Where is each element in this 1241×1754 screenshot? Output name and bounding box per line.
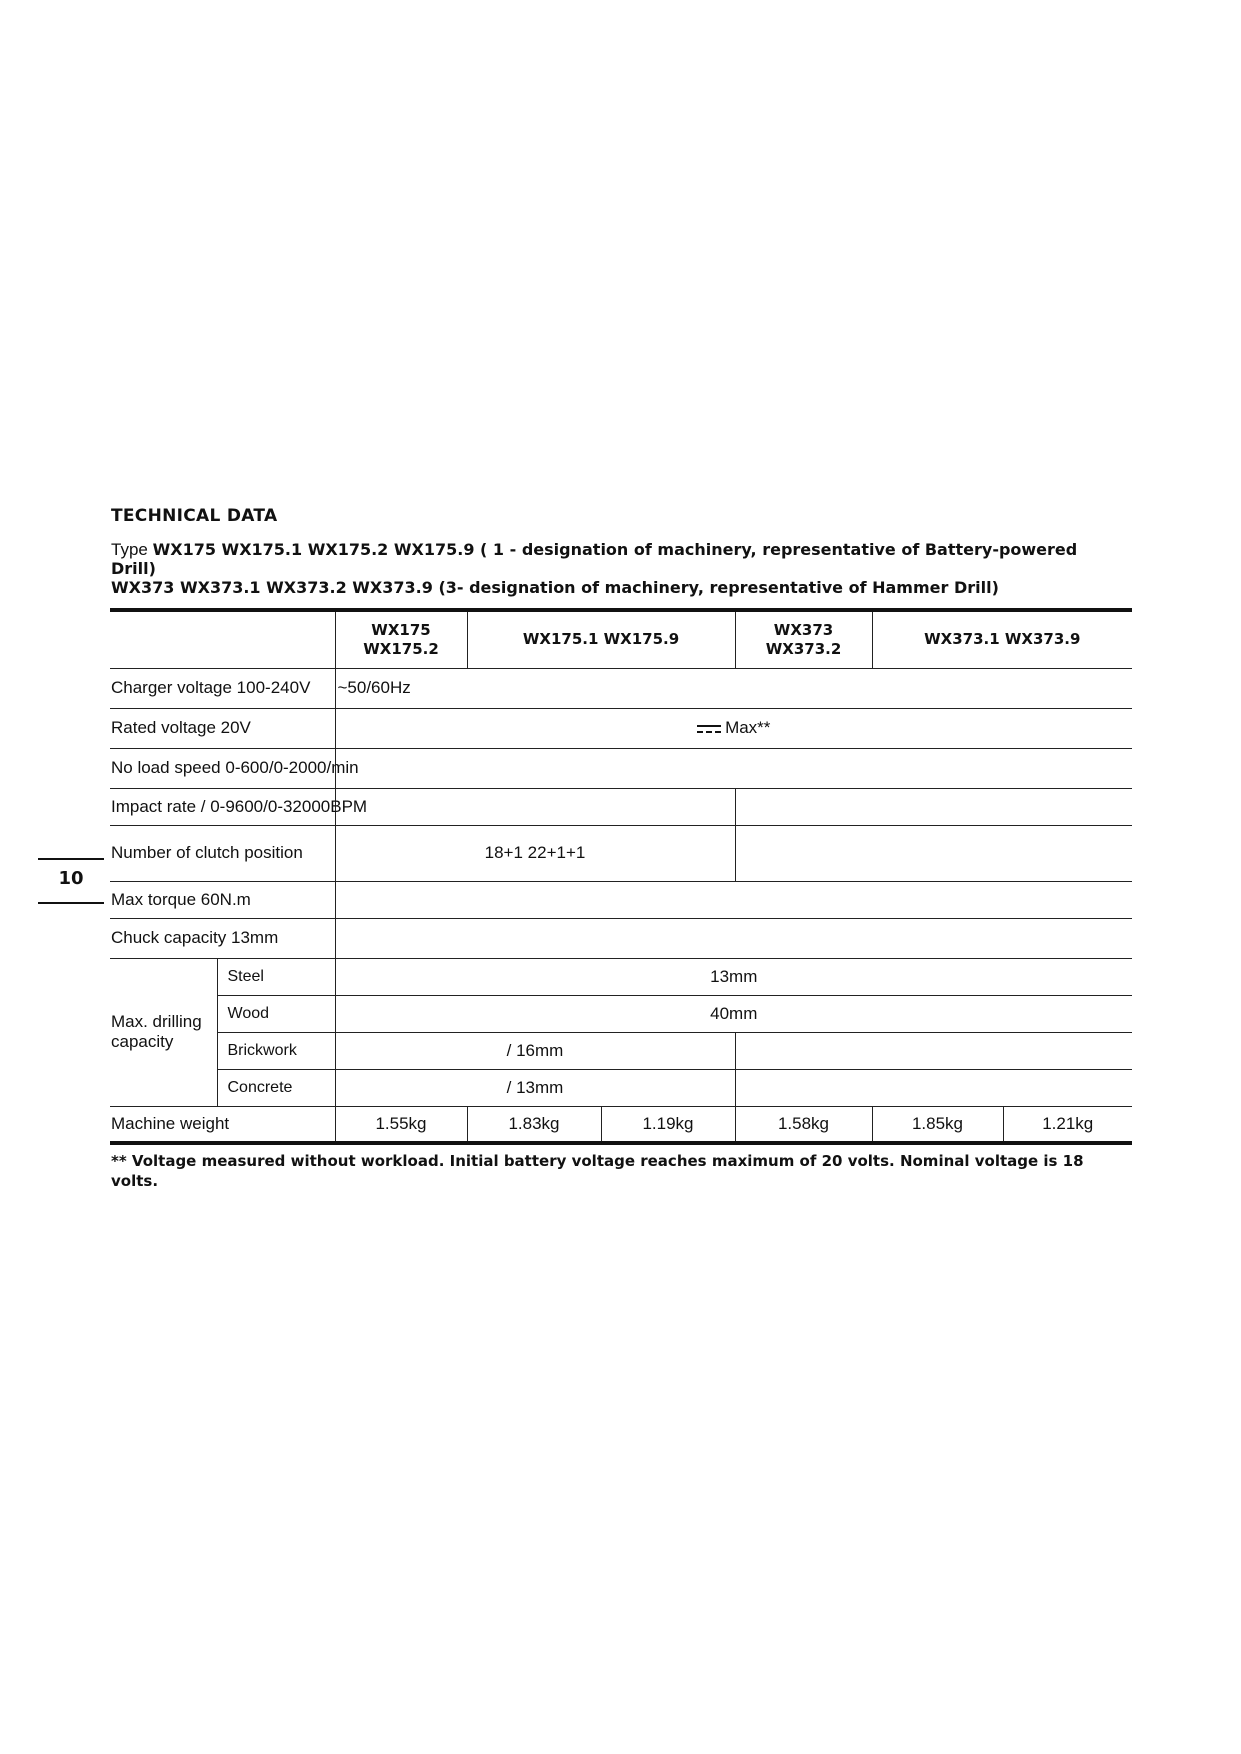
steel-label: Steel: [217, 958, 335, 995]
weight-value: 1.21kg: [1003, 1106, 1132, 1143]
row-max-torque: [110, 881, 1132, 918]
weight-value: 1.58kg: [735, 1106, 872, 1143]
clutch-position-label: Number of clutch position: [110, 825, 335, 881]
row-drilling-steel: [110, 958, 1132, 995]
concrete-value: / 13mm: [335, 1069, 735, 1106]
machine-weight-label: Machine weight: [110, 1106, 335, 1143]
concrete-label: Concrete: [217, 1069, 335, 1106]
chuck-capacity-value-cell: [335, 918, 1132, 958]
type-designation: [111, 540, 1121, 597]
impact-rate-value-cell-1: [335, 788, 735, 825]
header-model-wx175: WX175 WX175.2: [335, 610, 467, 668]
type-line-2: WX373 WX373.1 WX373.2 WX373.9 (3- designation of machinery, representative of Hammer Drill): [111, 578, 999, 597]
rated-voltage-cell: [335, 708, 1132, 748]
charger-voltage-value: ~50/60Hz: [335, 668, 1132, 708]
rated-voltage-label: Rated voltage 20V: [110, 708, 335, 748]
row-impact-rate: [110, 788, 1132, 825]
row-drilling-concrete: [110, 1069, 1132, 1106]
type-label: Type: [111, 540, 148, 559]
header-model-wx175-1: WX175.1 WX175.9: [467, 610, 735, 668]
max-torque-label: Max torque 60N.m: [110, 881, 335, 918]
header-row: [110, 610, 1132, 668]
row-charger-voltage: [110, 668, 1132, 708]
page-number-rule-bottom: [38, 902, 104, 904]
dc-symbol-icon: [697, 723, 721, 735]
wood-value: 40mm: [335, 995, 1132, 1032]
weight-value: 1.19kg: [601, 1106, 735, 1143]
clutch-position-value: 18+1 22+1+1: [335, 825, 735, 881]
clutch-position-value-cell-2: [735, 825, 1132, 881]
type-line-1: WX175 WX175.1 WX175.2 WX175.9 ( 1 - designation of machinery, representative of Battery-powered Drill): [111, 540, 1078, 578]
row-chuck-capacity: [110, 918, 1132, 958]
header-model-wx373-1: WX373.1 WX373.9: [872, 610, 1132, 668]
weight-value: 1.85kg: [872, 1106, 1003, 1143]
weight-value: 1.83kg: [467, 1106, 601, 1143]
no-load-speed-label: No load speed 0-600/0-2000/min: [110, 748, 335, 788]
steel-value: 13mm: [335, 958, 1132, 995]
row-drilling-brickwork: [110, 1032, 1132, 1069]
page-number: 10: [58, 868, 84, 889]
drilling-capacity-label: Max. drilling capacity: [110, 958, 217, 1106]
wood-label: Wood: [217, 995, 335, 1032]
row-clutch-position: [110, 825, 1132, 881]
row-rated-voltage: [110, 708, 1132, 748]
row-drilling-wood: [110, 995, 1132, 1032]
section-title: TECHNICAL DATA: [111, 506, 278, 526]
technical-data-table: [110, 608, 1132, 1145]
impact-rate-label: Impact rate / 0-9600/0-32000BPM: [110, 788, 335, 825]
page-number-rule-top: [38, 858, 104, 860]
header-model-wx373: WX373 WX373.2: [735, 610, 872, 668]
page-number-marker: [38, 858, 104, 906]
rated-voltage-value: Max**: [725, 718, 771, 737]
concrete-value-cell-2: [735, 1069, 1132, 1106]
voltage-footnote: ** Voltage measured without workload. Initial battery voltage reaches maximum of 20 volts. Nominal voltage is 18 volts.: [111, 1152, 1084, 1190]
chuck-capacity-label: Chuck capacity 13mm: [110, 918, 335, 958]
max-torque-value-cell: [335, 881, 1132, 918]
row-no-load-speed: [110, 748, 1132, 788]
weight-value: 1.55kg: [335, 1106, 467, 1143]
brickwork-value-cell-2: [735, 1032, 1132, 1069]
no-load-speed-value-cell: [335, 748, 1132, 788]
row-machine-weight: [110, 1106, 1132, 1143]
impact-rate-value-cell-2: [735, 788, 1132, 825]
brickwork-label: Brickwork: [217, 1032, 335, 1069]
brickwork-value: / 16mm: [335, 1032, 735, 1069]
charger-voltage-label: Charger voltage 100-240V: [110, 668, 335, 708]
header-blank-cell: [110, 610, 335, 668]
